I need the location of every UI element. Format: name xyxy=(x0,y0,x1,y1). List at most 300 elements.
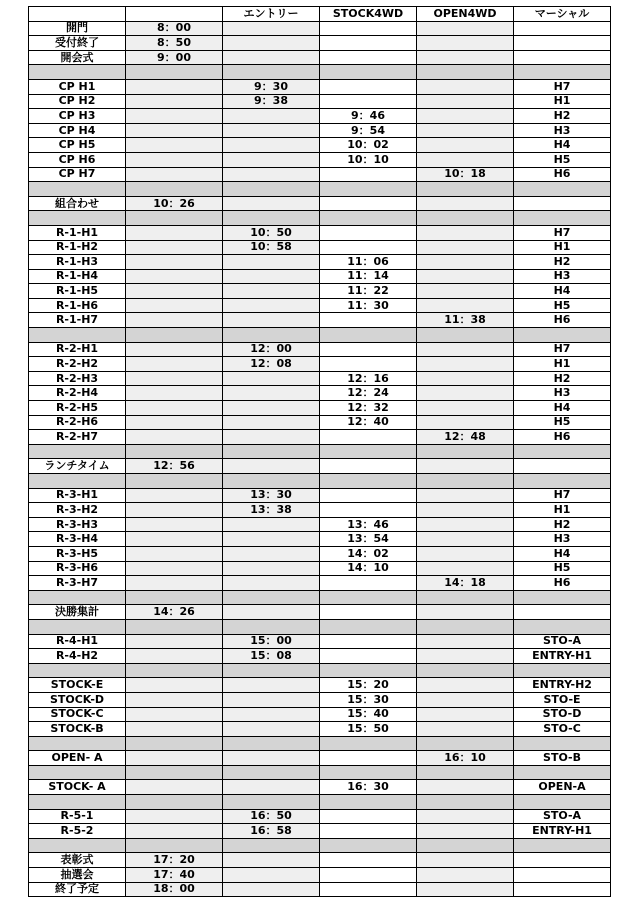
cell-marshal: OPEN-A xyxy=(514,780,611,795)
cell-entry: 13：30 xyxy=(223,488,320,503)
schedule-row xyxy=(29,868,611,883)
header-cell-stock4wd: STOCK4WD xyxy=(320,7,417,22)
cell-marshal: H4 xyxy=(514,138,611,153)
schedule-row xyxy=(29,50,611,65)
cell-event: R-3-H5 xyxy=(29,546,126,561)
schedule-row xyxy=(29,342,611,357)
separator-cell xyxy=(223,765,320,780)
separator-cell xyxy=(126,444,223,459)
cell-entry xyxy=(223,284,320,299)
cell-stock4wd xyxy=(320,313,417,328)
cell-stock4wd: 13：54 xyxy=(320,532,417,547)
cell-entry xyxy=(223,36,320,51)
cell-open4wd xyxy=(417,342,514,357)
cell-event: 抽選会 xyxy=(29,868,126,883)
cell-open4wd xyxy=(417,284,514,299)
cell-open4wd xyxy=(417,138,514,153)
cell-open4wd xyxy=(417,678,514,693)
separator-cell xyxy=(29,619,126,634)
cell-marshal: ENTRY-H1 xyxy=(514,824,611,839)
separator-cell xyxy=(126,619,223,634)
schedule-row xyxy=(29,649,611,664)
separator-cell xyxy=(514,182,611,197)
cell-event: R-2-H3 xyxy=(29,371,126,386)
separator-cell xyxy=(223,663,320,678)
cell-entry xyxy=(223,707,320,722)
cell-time: 12：56 xyxy=(126,459,223,474)
cell-stock4wd xyxy=(320,240,417,255)
cell-marshal: H1 xyxy=(514,94,611,109)
cell-event: R-2-H5 xyxy=(29,401,126,416)
separator-row xyxy=(29,736,611,751)
cell-stock4wd xyxy=(320,430,417,445)
cell-stock4wd xyxy=(320,167,417,182)
cell-event: CP H1 xyxy=(29,79,126,94)
cell-open4wd xyxy=(417,824,514,839)
cell-event: R-2-H4 xyxy=(29,386,126,401)
schedule-body xyxy=(29,21,611,897)
cell-marshal: H4 xyxy=(514,546,611,561)
cell-event: R-1-H4 xyxy=(29,269,126,284)
cell-time xyxy=(126,722,223,737)
separator-cell xyxy=(514,474,611,489)
cell-stock4wd: 10：10 xyxy=(320,152,417,167)
separator-cell xyxy=(29,65,126,80)
separator-cell xyxy=(320,182,417,197)
cell-marshal: H7 xyxy=(514,488,611,503)
cell-stock4wd: 11：30 xyxy=(320,298,417,313)
cell-event: R-3-H2 xyxy=(29,503,126,518)
separator-cell xyxy=(29,838,126,853)
schedule-row xyxy=(29,488,611,503)
separator-cell xyxy=(514,838,611,853)
cell-entry xyxy=(223,415,320,430)
cell-time xyxy=(126,707,223,722)
schedule-table xyxy=(28,6,611,897)
cell-open4wd xyxy=(417,240,514,255)
cell-time xyxy=(126,225,223,240)
cell-time xyxy=(126,342,223,357)
cell-event: R-3-H6 xyxy=(29,561,126,576)
cell-entry xyxy=(223,255,320,270)
schedule-row xyxy=(29,240,611,255)
separator-cell xyxy=(223,182,320,197)
cell-event: R-5-2 xyxy=(29,824,126,839)
separator-cell xyxy=(514,444,611,459)
cell-event: R-1-H2 xyxy=(29,240,126,255)
schedule-row xyxy=(29,692,611,707)
cell-time: 17：40 xyxy=(126,868,223,883)
cell-time xyxy=(126,357,223,372)
cell-open4wd xyxy=(417,36,514,51)
cell-time: 8：50 xyxy=(126,36,223,51)
cell-event: STOCK-B xyxy=(29,722,126,737)
cell-marshal: H6 xyxy=(514,576,611,591)
cell-stock4wd xyxy=(320,853,417,868)
cell-time xyxy=(126,532,223,547)
cell-entry xyxy=(223,109,320,124)
cell-entry xyxy=(223,21,320,36)
cell-stock4wd xyxy=(320,634,417,649)
cell-marshal: H5 xyxy=(514,152,611,167)
cell-entry: 10：50 xyxy=(223,225,320,240)
separator-cell xyxy=(417,663,514,678)
schedule-row xyxy=(29,401,611,416)
cell-entry xyxy=(223,196,320,211)
cell-entry xyxy=(223,371,320,386)
cell-open4wd xyxy=(417,152,514,167)
cell-event: R-3-H7 xyxy=(29,576,126,591)
cell-entry: 10：58 xyxy=(223,240,320,255)
cell-marshal xyxy=(514,36,611,51)
separator-cell xyxy=(223,328,320,343)
cell-entry xyxy=(223,692,320,707)
cell-stock4wd xyxy=(320,21,417,36)
cell-entry xyxy=(223,430,320,445)
separator-cell xyxy=(417,838,514,853)
separator-row xyxy=(29,619,611,634)
cell-open4wd: 10：18 xyxy=(417,167,514,182)
cell-stock4wd xyxy=(320,94,417,109)
schedule-row xyxy=(29,225,611,240)
cell-stock4wd xyxy=(320,459,417,474)
cell-marshal: H5 xyxy=(514,298,611,313)
cell-entry xyxy=(223,313,320,328)
cell-time: 18：00 xyxy=(126,882,223,897)
cell-entry xyxy=(223,386,320,401)
cell-event: 開会式 xyxy=(29,50,126,65)
separator-row xyxy=(29,211,611,226)
cell-stock4wd xyxy=(320,576,417,591)
cell-open4wd: 11：38 xyxy=(417,313,514,328)
cell-stock4wd xyxy=(320,605,417,620)
cell-event: R-1-H6 xyxy=(29,298,126,313)
cell-event: CP H6 xyxy=(29,152,126,167)
cell-time xyxy=(126,678,223,693)
cell-open4wd xyxy=(417,488,514,503)
cell-open4wd xyxy=(417,21,514,36)
schedule-row xyxy=(29,386,611,401)
schedule-row xyxy=(29,853,611,868)
schedule-row xyxy=(29,809,611,824)
cell-marshal xyxy=(514,50,611,65)
cell-marshal: H6 xyxy=(514,430,611,445)
cell-event: R-2-H2 xyxy=(29,357,126,372)
cell-entry xyxy=(223,269,320,284)
schedule-row xyxy=(29,152,611,167)
cell-time xyxy=(126,503,223,518)
cell-marshal: H3 xyxy=(514,532,611,547)
separator-cell xyxy=(223,444,320,459)
cell-entry: 13：38 xyxy=(223,503,320,518)
cell-stock4wd: 12：32 xyxy=(320,401,417,416)
separator-cell xyxy=(514,663,611,678)
cell-entry: 15：00 xyxy=(223,634,320,649)
cell-marshal: STO-E xyxy=(514,692,611,707)
separator-cell xyxy=(417,65,514,80)
cell-event: 受付終了 xyxy=(29,36,126,51)
cell-marshal: H3 xyxy=(514,123,611,138)
cell-entry xyxy=(223,152,320,167)
cell-open4wd xyxy=(417,882,514,897)
separator-cell xyxy=(514,65,611,80)
cell-stock4wd: 14：02 xyxy=(320,546,417,561)
schedule-row xyxy=(29,517,611,532)
cell-entry xyxy=(223,167,320,182)
separator-row xyxy=(29,590,611,605)
cell-time xyxy=(126,298,223,313)
separator-cell xyxy=(320,619,417,634)
schedule-row xyxy=(29,298,611,313)
schedule-row xyxy=(29,459,611,474)
cell-stock4wd: 11：22 xyxy=(320,284,417,299)
cell-stock4wd: 15：50 xyxy=(320,722,417,737)
separator-row xyxy=(29,795,611,810)
cell-stock4wd xyxy=(320,342,417,357)
cell-marshal: H7 xyxy=(514,225,611,240)
cell-time xyxy=(126,546,223,561)
cell-open4wd xyxy=(417,357,514,372)
separator-cell xyxy=(29,795,126,810)
cell-open4wd xyxy=(417,123,514,138)
cell-event: CP H2 xyxy=(29,94,126,109)
separator-cell xyxy=(223,619,320,634)
cell-event: R-2-H6 xyxy=(29,415,126,430)
cell-stock4wd xyxy=(320,649,417,664)
cell-event: R-4-H2 xyxy=(29,649,126,664)
cell-open4wd xyxy=(417,634,514,649)
cell-marshal: STO-B xyxy=(514,751,611,766)
separator-row xyxy=(29,182,611,197)
cell-event: R-3-H4 xyxy=(29,532,126,547)
cell-marshal: STO-A xyxy=(514,809,611,824)
cell-time xyxy=(126,430,223,445)
cell-open4wd xyxy=(417,79,514,94)
separator-cell xyxy=(126,65,223,80)
separator-row xyxy=(29,444,611,459)
cell-stock4wd: 9：54 xyxy=(320,123,417,138)
cell-event: OPEN- A xyxy=(29,751,126,766)
separator-row xyxy=(29,328,611,343)
cell-stock4wd: 9：46 xyxy=(320,109,417,124)
separator-cell xyxy=(514,619,611,634)
cell-entry xyxy=(223,401,320,416)
cell-time xyxy=(126,692,223,707)
cell-time xyxy=(126,269,223,284)
cell-time xyxy=(126,94,223,109)
schedule-header xyxy=(29,7,611,22)
cell-stock4wd: 14：10 xyxy=(320,561,417,576)
cell-stock4wd xyxy=(320,751,417,766)
separator-cell xyxy=(223,474,320,489)
cell-marshal: H1 xyxy=(514,503,611,518)
cell-entry: 12：08 xyxy=(223,357,320,372)
cell-stock4wd: 11：06 xyxy=(320,255,417,270)
cell-stock4wd: 12：24 xyxy=(320,386,417,401)
separator-cell xyxy=(417,795,514,810)
cell-time: 8：00 xyxy=(126,21,223,36)
cell-entry: 9：30 xyxy=(223,79,320,94)
schedule-row xyxy=(29,707,611,722)
cell-entry xyxy=(223,882,320,897)
cell-marshal: H2 xyxy=(514,255,611,270)
schedule-row xyxy=(29,751,611,766)
schedule-row xyxy=(29,722,611,737)
cell-marshal: H2 xyxy=(514,517,611,532)
cell-marshal: H3 xyxy=(514,386,611,401)
cell-open4wd xyxy=(417,401,514,416)
cell-marshal xyxy=(514,605,611,620)
cell-open4wd xyxy=(417,532,514,547)
cell-open4wd xyxy=(417,692,514,707)
separator-cell xyxy=(126,736,223,751)
separator-cell xyxy=(320,474,417,489)
schedule-row xyxy=(29,167,611,182)
cell-time: 10：26 xyxy=(126,196,223,211)
schedule-row xyxy=(29,678,611,693)
cell-time xyxy=(126,240,223,255)
cell-stock4wd: 11：14 xyxy=(320,269,417,284)
cell-time xyxy=(126,138,223,153)
cell-event: R-2-H1 xyxy=(29,342,126,357)
cell-open4wd: 12：48 xyxy=(417,430,514,445)
separator-cell xyxy=(223,211,320,226)
cell-entry xyxy=(223,780,320,795)
separator-cell xyxy=(320,838,417,853)
separator-cell xyxy=(29,328,126,343)
separator-cell xyxy=(417,619,514,634)
cell-open4wd xyxy=(417,298,514,313)
schedule-row xyxy=(29,36,611,51)
cell-open4wd: 14：18 xyxy=(417,576,514,591)
cell-event: CP H3 xyxy=(29,109,126,124)
separator-row xyxy=(29,663,611,678)
cell-stock4wd xyxy=(320,824,417,839)
schedule-row xyxy=(29,255,611,270)
separator-cell xyxy=(320,736,417,751)
schedule-row xyxy=(29,21,611,36)
cell-marshal: H4 xyxy=(514,284,611,299)
cell-entry xyxy=(223,138,320,153)
cell-event: 組合わせ xyxy=(29,196,126,211)
cell-open4wd: 16：10 xyxy=(417,751,514,766)
cell-open4wd xyxy=(417,503,514,518)
cell-event: CP H4 xyxy=(29,123,126,138)
separator-cell xyxy=(126,838,223,853)
cell-entry xyxy=(223,576,320,591)
cell-entry: 16：58 xyxy=(223,824,320,839)
separator-cell xyxy=(320,211,417,226)
schedule-row xyxy=(29,634,611,649)
cell-stock4wd xyxy=(320,357,417,372)
separator-cell xyxy=(29,444,126,459)
cell-open4wd xyxy=(417,415,514,430)
cell-time xyxy=(126,313,223,328)
cell-entry xyxy=(223,722,320,737)
cell-time xyxy=(126,284,223,299)
cell-entry xyxy=(223,678,320,693)
separator-cell xyxy=(417,444,514,459)
cell-stock4wd xyxy=(320,196,417,211)
separator-cell xyxy=(417,182,514,197)
cell-stock4wd xyxy=(320,503,417,518)
cell-marshal: ENTRY-H2 xyxy=(514,678,611,693)
cell-time xyxy=(126,751,223,766)
cell-marshal xyxy=(514,882,611,897)
cell-marshal: H5 xyxy=(514,415,611,430)
cell-marshal: H1 xyxy=(514,240,611,255)
cell-event: 終了予定 xyxy=(29,882,126,897)
cell-event: ランチタイム xyxy=(29,459,126,474)
separator-cell xyxy=(29,765,126,780)
schedule-row xyxy=(29,109,611,124)
separator-cell xyxy=(320,795,417,810)
schedule-row xyxy=(29,532,611,547)
cell-time xyxy=(126,401,223,416)
cell-marshal: H2 xyxy=(514,109,611,124)
cell-open4wd xyxy=(417,225,514,240)
cell-event: 決勝集計 xyxy=(29,605,126,620)
cell-event: R-1-H5 xyxy=(29,284,126,299)
schedule-row xyxy=(29,824,611,839)
separator-row xyxy=(29,65,611,80)
cell-stock4wd: 15：40 xyxy=(320,707,417,722)
schedule-row xyxy=(29,94,611,109)
separator-cell xyxy=(223,590,320,605)
separator-cell xyxy=(320,590,417,605)
cell-time xyxy=(126,386,223,401)
schedule-row xyxy=(29,561,611,576)
separator-cell xyxy=(514,736,611,751)
cell-event: STOCK-E xyxy=(29,678,126,693)
separator-cell xyxy=(417,590,514,605)
cell-event: R-1-H1 xyxy=(29,225,126,240)
cell-entry xyxy=(223,459,320,474)
cell-time xyxy=(126,561,223,576)
cell-marshal: H1 xyxy=(514,357,611,372)
cell-event: STOCK- A xyxy=(29,780,126,795)
cell-open4wd xyxy=(417,94,514,109)
cell-event: 表彰式 xyxy=(29,853,126,868)
schedule-row xyxy=(29,138,611,153)
separator-cell xyxy=(320,765,417,780)
schedule-row xyxy=(29,882,611,897)
cell-time xyxy=(126,167,223,182)
cell-stock4wd xyxy=(320,225,417,240)
schedule-row xyxy=(29,605,611,620)
cell-marshal: ENTRY-H1 xyxy=(514,649,611,664)
cell-stock4wd: 15：30 xyxy=(320,692,417,707)
cell-time xyxy=(126,809,223,824)
separator-cell xyxy=(417,736,514,751)
cell-marshal: H5 xyxy=(514,561,611,576)
separator-cell xyxy=(514,590,611,605)
separator-cell xyxy=(320,328,417,343)
cell-open4wd xyxy=(417,459,514,474)
cell-time: 14：26 xyxy=(126,605,223,620)
separator-cell xyxy=(126,765,223,780)
schedule-row xyxy=(29,503,611,518)
cell-stock4wd xyxy=(320,809,417,824)
cell-time: 9：00 xyxy=(126,50,223,65)
separator-cell xyxy=(29,663,126,678)
cell-event: CP H7 xyxy=(29,167,126,182)
header-row xyxy=(29,7,611,22)
schedule-row xyxy=(29,430,611,445)
cell-stock4wd: 16：30 xyxy=(320,780,417,795)
separator-cell xyxy=(29,182,126,197)
separator-cell xyxy=(417,328,514,343)
